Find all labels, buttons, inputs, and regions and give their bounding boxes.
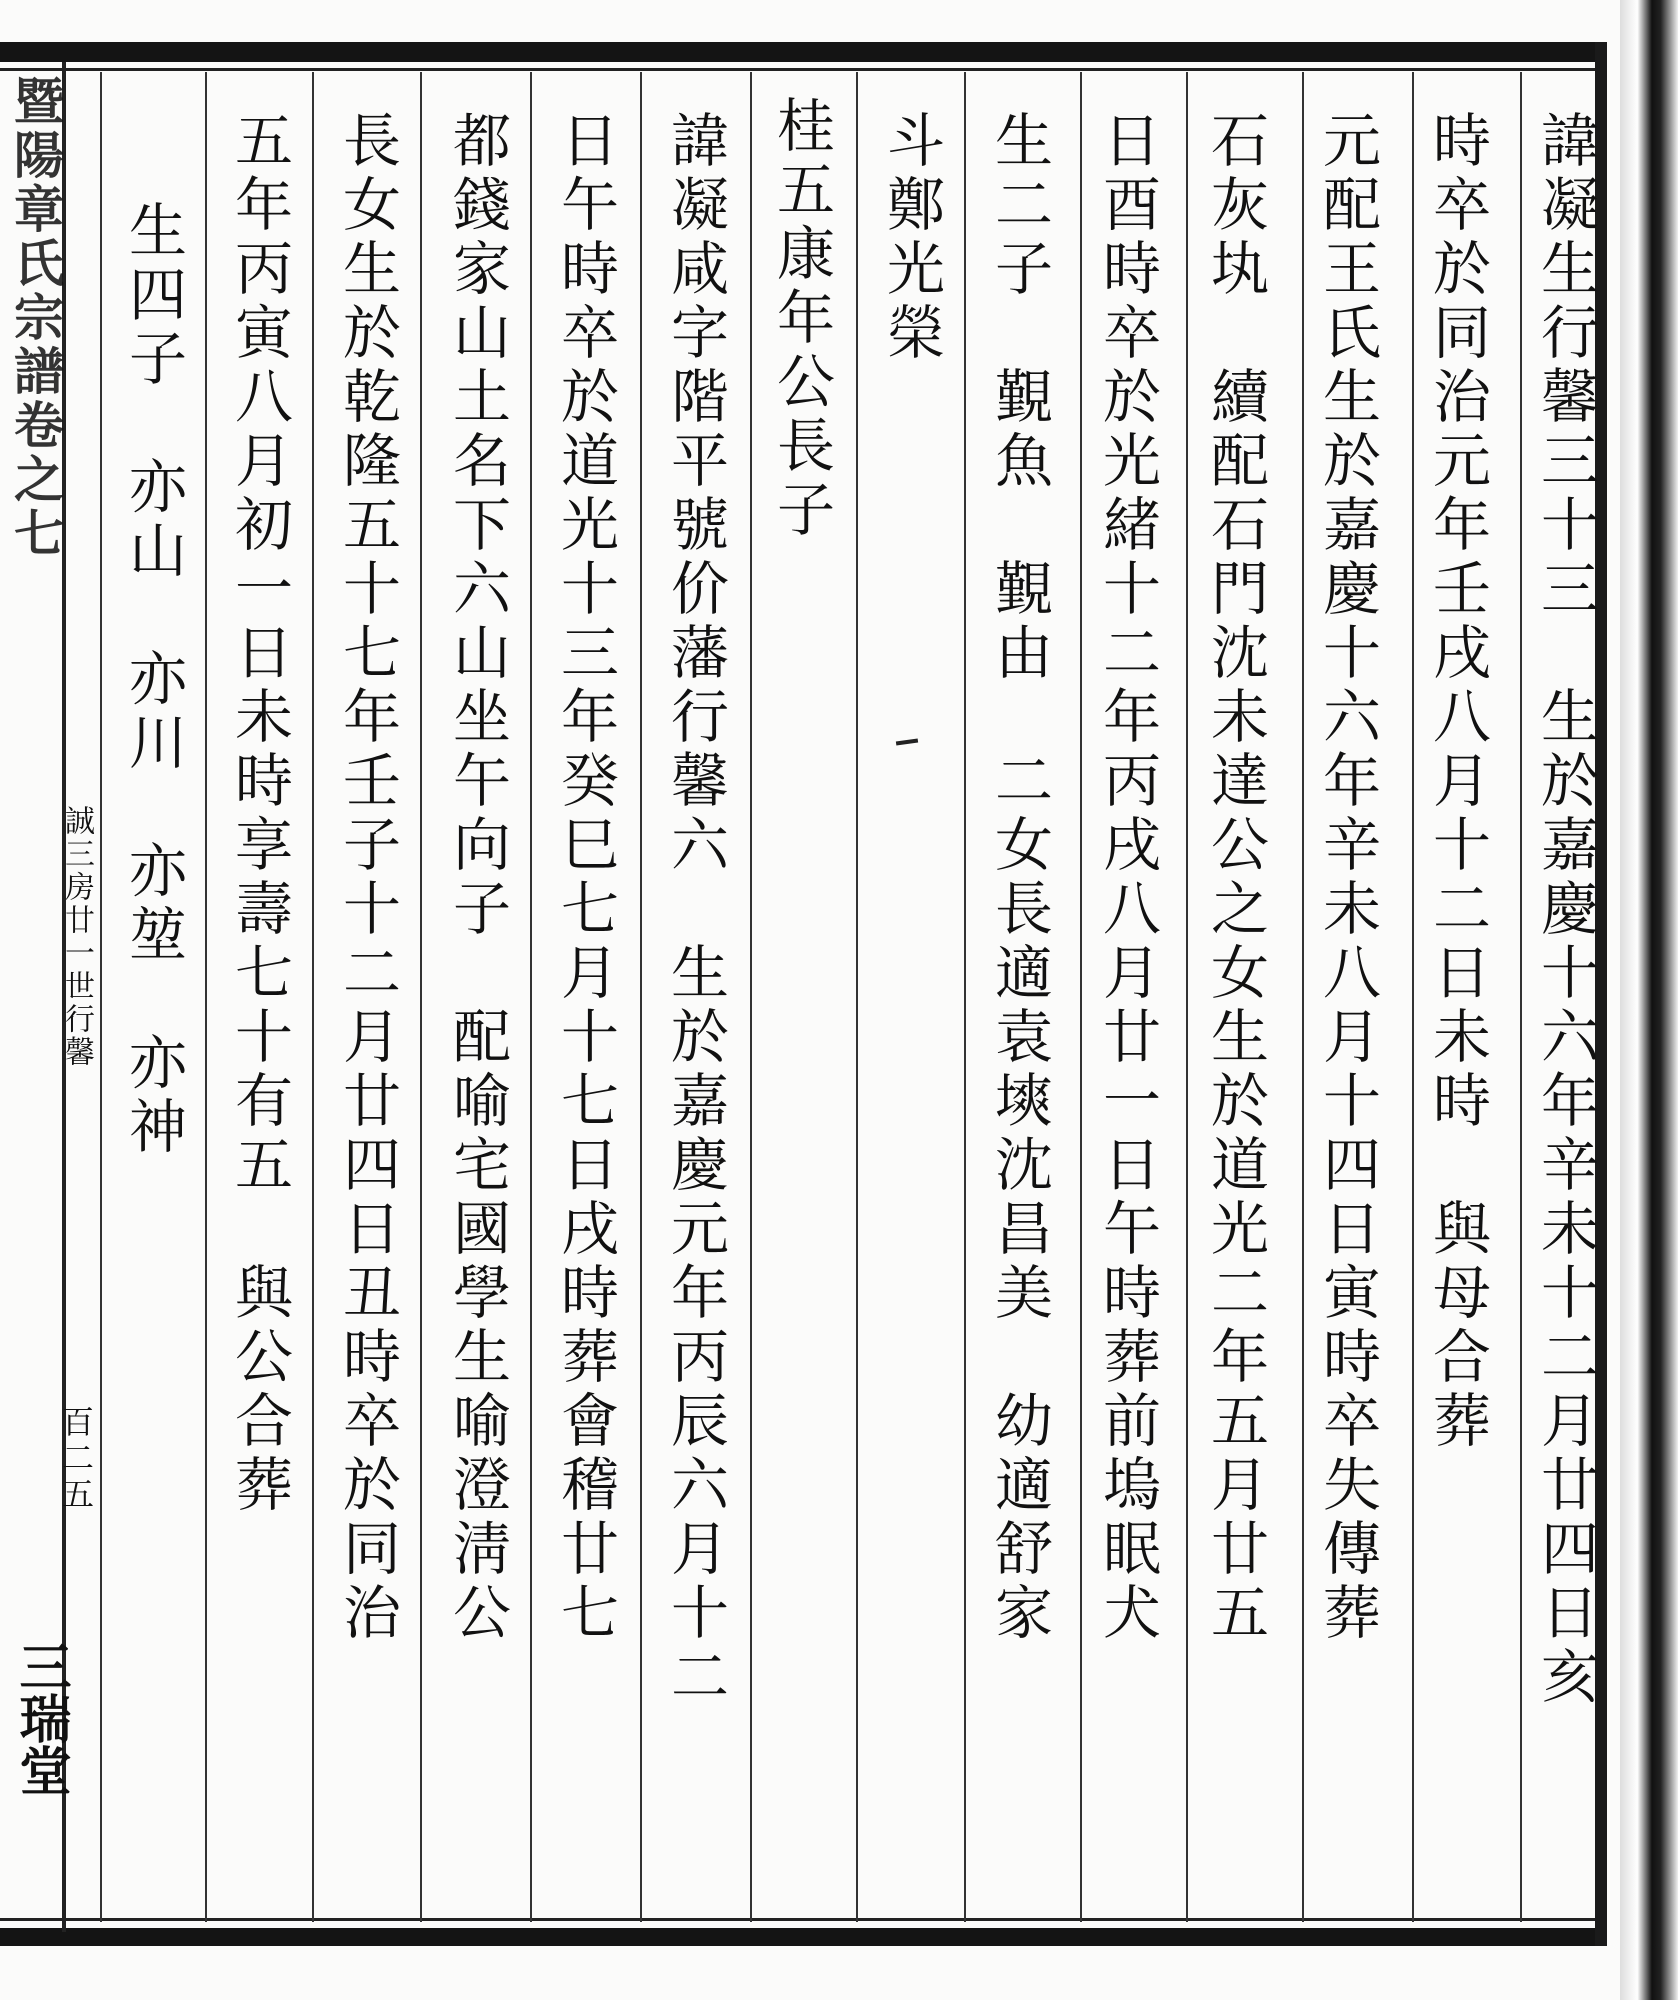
text-column: 斗鄭光榮 <box>877 110 945 366</box>
column-rule <box>100 72 102 1922</box>
text-column: 長女生於乾隆五十七年壬子十二月廿四日丑時卒於同治 <box>333 110 401 1646</box>
column-rule <box>530 72 532 1922</box>
page-number: 百二五 <box>57 1405 95 1513</box>
text-column: 元配王氏生於嘉慶十六年辛未八月十四日寅時卒失傳葬 <box>1313 110 1381 1646</box>
bottom-border-rule <box>0 1918 1605 1921</box>
volume-label: 卷之七 <box>6 399 65 561</box>
column-rule <box>964 72 966 1922</box>
branch-subtitle: 誠三房廿一世行馨 <box>59 805 94 1069</box>
column-rule <box>420 72 422 1922</box>
top-border-rule <box>0 68 1605 71</box>
book-title-text: 暨陽章氏宗譜 <box>6 75 65 399</box>
text-column: 生二子 覲魚 覲由 二女長適袁塽沈昌美 幼適舒家 <box>985 110 1053 1646</box>
text-column: 時卒於同治元年壬戌八月十二日未時 與母合葬 <box>1423 110 1491 1454</box>
text-column: 五年丙寅八月初一日未時享壽七十有五 與公合葬 <box>225 110 293 1518</box>
book-title <box>8 75 63 795</box>
text-column: 諱凝咸字階平號价藩行馨六 生於嘉慶元年丙辰六月十二 <box>661 110 729 1710</box>
text-column: 桂五康年公長子 <box>767 95 835 543</box>
hall-name: 三瑞堂 <box>10 1640 71 1796</box>
text-column: 都錢家山土名下六山坐午向子 配喻宅國學生喻澄淸公 <box>443 110 511 1646</box>
continuation-mark <box>896 738 918 745</box>
text-column: 日酉時卒於光緒十二年丙戌八月廿一日午時葬前塢眠犬 <box>1093 110 1161 1646</box>
column-rule <box>750 72 752 1922</box>
column-rule <box>856 72 858 1922</box>
text-column: 生四子 亦山 亦川 亦堃 亦神 <box>119 200 187 1160</box>
column-rule <box>205 72 207 1922</box>
column-rule <box>640 72 642 1922</box>
text-column: 石灰𡉕 續配石門沈未達公之女生於道光二年五月廿五 <box>1201 110 1269 1646</box>
column-rule <box>312 72 314 1922</box>
bottom-border <box>0 1928 1605 1946</box>
page-edge <box>1620 0 1678 2000</box>
text-column: 諱凝生行馨三十三 生於嘉慶十六年辛未十二月廿四日亥 <box>1531 110 1599 1710</box>
text-column: 日午時卒於道光十三年癸巳七月十七日戌時葬會稽廿七 <box>551 110 619 1646</box>
top-border <box>0 42 1605 62</box>
column-rule <box>1186 72 1188 1922</box>
